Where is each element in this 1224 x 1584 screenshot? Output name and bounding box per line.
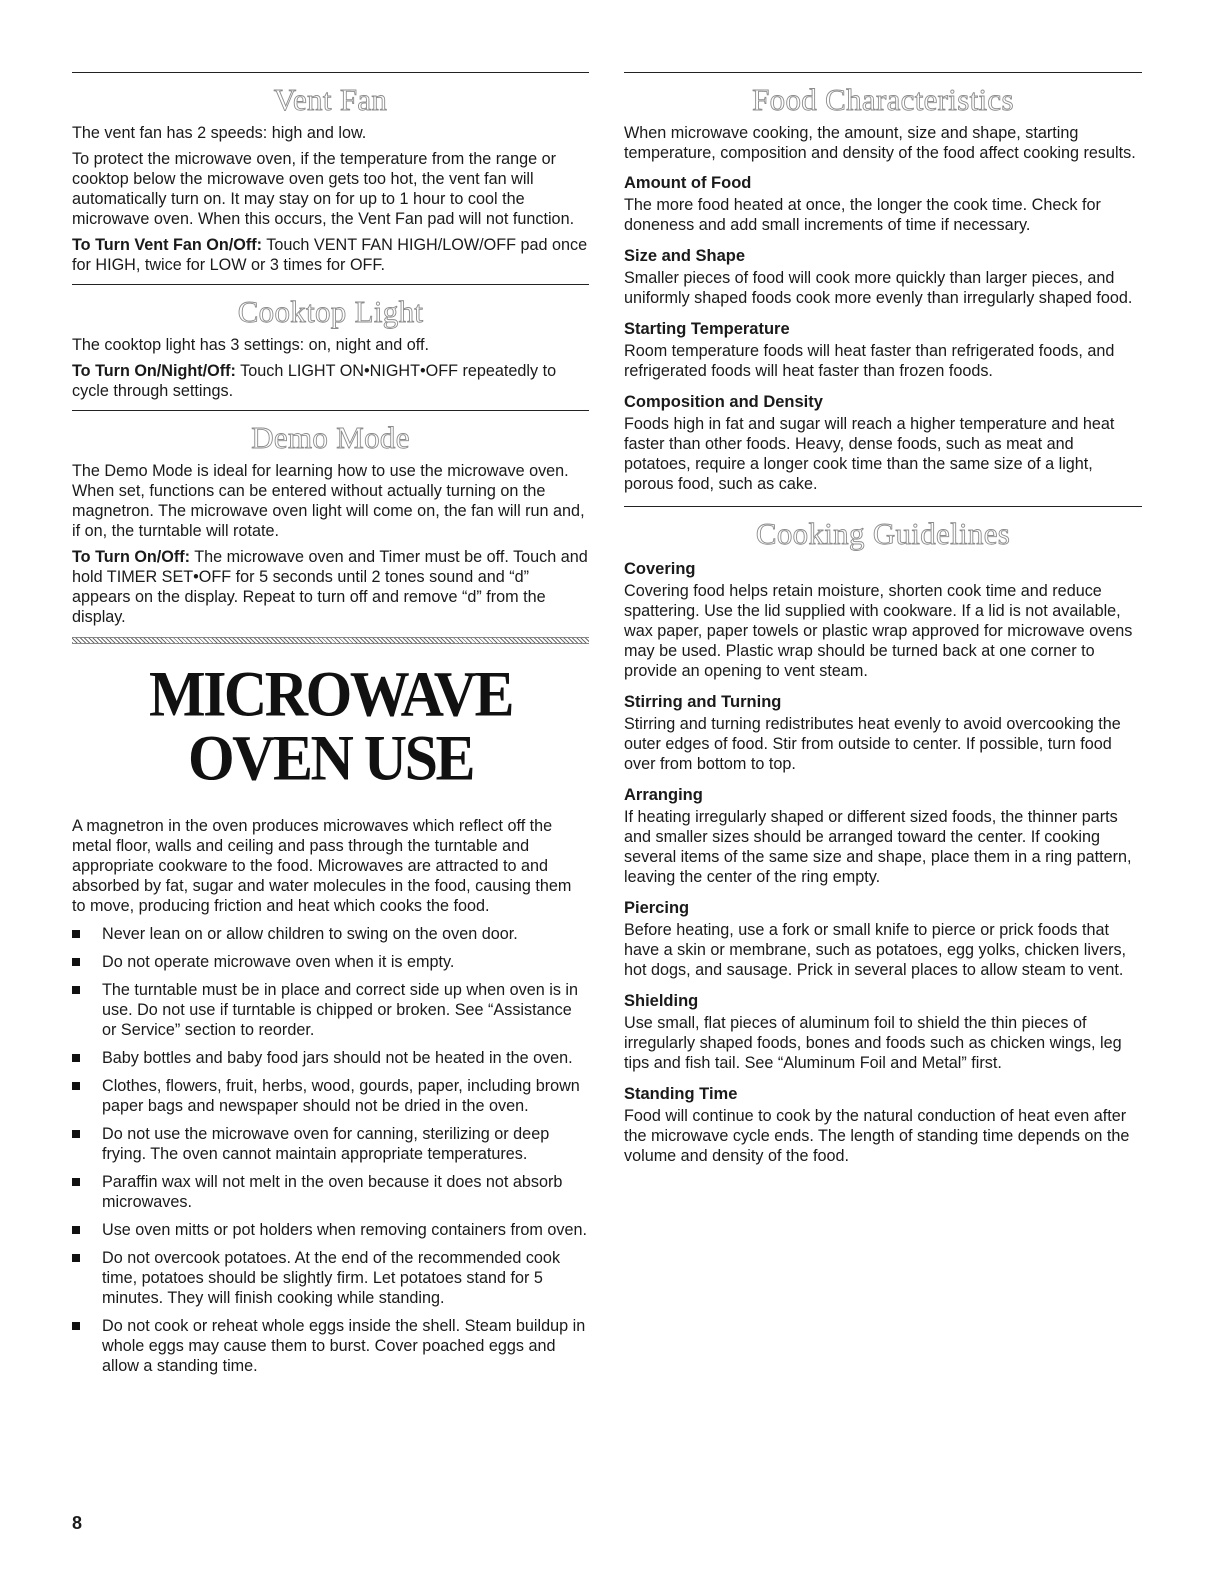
- cooking-guidelines-section: [624, 506, 1142, 1166]
- safety-bullet-item: [72, 1124, 589, 1164]
- cooking-guidelines-heading: Cooking Guidelines: [755, 516, 1011, 551]
- hatched-divider: [72, 637, 589, 644]
- cooking-guidelines-subsection-text: Use small, flat pieces of aluminum foil to shield the thin pieces of irregularly shaped foods, bones and foods such as chicken wings, leg tips and fish tail. See “Aluminum Foil and Metal” first.: [624, 1014, 1122, 1072]
- square-bullet-icon: [72, 986, 80, 994]
- food-characteristics-subsection-text: Foods high in fat and sugar will reach a higher temperature and heat faster than other foods. Heavy, dense foods, such as meat and potatoes, require a longer cook time than the same size of a light, porous food, such as cake.: [624, 415, 1115, 493]
- cooking-guidelines-subsection-text: Stirring and turning redistributes heat evenly to avoid overcooking the outer edges of food. Stir from outside to center. If possible, turn food over from bottom to top.: [624, 715, 1121, 773]
- vent-fan-instructions-text: Touch VENT FAN HIGH/LOW/OFF pad once for HIGH, twice for LOW or 3 times for OFF.: [72, 236, 588, 274]
- cooking-guidelines-subheading: Standing Time: [624, 1085, 738, 1103]
- food-characteristics-subheading: Size and Shape: [624, 247, 746, 265]
- demo-mode-instructions-text: The microwave oven and Timer must be off. Touch and hold TIMER SET•OFF for 5 seconds until 2 tones sound and “d” appears on the display. Repeat to turn off and remove “d” from the display.: [72, 548, 588, 626]
- square-bullet-icon: [72, 1226, 80, 1234]
- section-divider: [72, 72, 589, 73]
- cooking-guidelines-subsection-text: If heating irregularly shaped or different sized foods, the thinner parts and smaller sizes should be arranged toward the center. If cooking several items of the same size and shape, place them in a ring pattern, leaving the center of the ring empty.: [624, 808, 1132, 886]
- cooktop-light-instructions-label: To Turn On/Night/Off:: [72, 362, 236, 380]
- vent-fan-heading: Vent Fan: [273, 82, 388, 117]
- cooking-guidelines-subheading: Covering: [624, 560, 696, 578]
- safety-bullet-list: [72, 924, 589, 1376]
- food-characteristics-subheading: Starting Temperature: [624, 320, 790, 338]
- cooking-guidelines-subheading: Piercing: [624, 899, 690, 917]
- vent-fan-instructions-label: To Turn Vent Fan On/Off:: [72, 236, 263, 254]
- square-bullet-icon: [72, 1082, 80, 1090]
- section-divider: [624, 506, 1142, 507]
- safety-bullet-text: Do not cook or reheat whole eggs inside the shell. Steam buildup in whole eggs may cause them to burst. Cover poached eggs and allow a standing time.: [102, 1317, 586, 1375]
- microwave-oven-use-intro: A magnetron in the oven produces microwaves which reflect off the metal floor, walls and ceiling and pass through the turntable and appropriate cookware to the food. Microwaves are attracted to and absorbed by fat, sugar and water molecules in the food, causing them to move, producing friction and heat which cooks the food.: [72, 817, 572, 915]
- food-characteristics-subsections: [624, 173, 1142, 494]
- safety-bullet-item: [72, 1248, 589, 1308]
- safety-bullet-text: The turntable must be in place and correct side up when oven is in use. Do not use if turntable is chipped or broken. See “Assistance or Service” section to reorder.: [102, 981, 579, 1039]
- page-number: 8: [72, 1513, 83, 1533]
- food-characteristics-subsection-text: Room temperature foods will heat faster than refrigerated foods, and refrigerated foods will heat faster than frozen foods.: [624, 342, 1115, 380]
- food-characteristics-subsection-text: Smaller pieces of food will cook more quickly than larger pieces, and uniformly shaped foods cook more evenly than irregularly shaped food.: [624, 269, 1133, 307]
- cooktop-light-instructions-text: Touch LIGHT ON•NIGHT•OFF repeatedly to cycle through settings.: [72, 362, 557, 400]
- cooktop-light-heading: Cooktop Light: [237, 294, 424, 329]
- cooktop-light-section: [72, 284, 589, 401]
- square-bullet-icon: [72, 958, 80, 966]
- safety-bullet-text: Clothes, flowers, fruit, herbs, wood, gourds, paper, including brown paper bags and newspaper should not be dried in the oven.: [102, 1077, 580, 1115]
- safety-bullet-text: Use oven mitts or pot holders when removing containers from oven.: [102, 1221, 587, 1239]
- cooking-guidelines-subsections: [624, 559, 1142, 1166]
- square-bullet-icon: [72, 1130, 80, 1138]
- cooktop-light-instructions: [72, 361, 589, 401]
- food-characteristics-heading: Food Characteristics: [752, 82, 1014, 117]
- square-bullet-icon: [72, 930, 80, 938]
- food-characteristics-section: [624, 72, 1142, 494]
- cooking-guidelines-subheading: Stirring and Turning: [624, 693, 782, 711]
- section-divider: [624, 72, 1142, 73]
- cooking-guidelines-subsection-text: Covering food helps retain moisture, shorten cook time and reduce spattering. Use the lid supplied with cookware. If a lid is not available, wax paper, paper towels or plastic wrap approved for microwave ovens may be used. Plastic wrap should be turned back at one corner to provide an opening to vent steam.: [624, 582, 1133, 680]
- safety-bullet-item: [72, 924, 589, 944]
- demo-mode-section: [72, 410, 589, 627]
- demo-mode-instructions-label: To Turn On/Off:: [72, 548, 191, 566]
- vent-fan-protection-text: To protect the microwave oven, if the temperature from the range or cooktop below the microwave oven gets too hot, the vent fan will automatically turn on. It may stay on for up to 1 hour to cool the microwave oven. When this occurs, the Vent Fan pad will not function.: [72, 150, 575, 228]
- safety-bullet-text: Never lean on or allow children to swing on the oven door.: [102, 925, 518, 943]
- section-divider: [72, 410, 589, 411]
- vent-fan-section: [72, 72, 589, 275]
- safety-bullet-item: [72, 980, 589, 1040]
- demo-mode-heading: Demo Mode: [251, 420, 410, 455]
- food-characteristics-subheading: Composition and Density: [624, 393, 823, 411]
- safety-bullet-item: [72, 1076, 589, 1116]
- food-characteristics-subsection-text: The more food heated at once, the longer the cook time. Check for doneness and add small increments of time if necessary.: [624, 196, 1101, 234]
- safety-bullet-item: [72, 1172, 589, 1212]
- vent-fan-instructions: [72, 235, 589, 275]
- food-characteristics-intro: When microwave cooking, the amount, size and shape, starting temperature, composition and density of the food affect cooking results.: [624, 124, 1136, 162]
- square-bullet-icon: [72, 1322, 80, 1330]
- demo-mode-instructions: [72, 547, 589, 627]
- safety-bullet-text: Baby bottles and baby food jars should not be heated in the oven.: [102, 1049, 573, 1067]
- square-bullet-icon: [72, 1178, 80, 1186]
- safety-bullet-item: [72, 1048, 589, 1068]
- left-column: [72, 72, 589, 1384]
- right-column: [624, 72, 1142, 1166]
- cooking-guidelines-subheading: Arranging: [624, 786, 703, 804]
- section-divider: [72, 284, 589, 285]
- square-bullet-icon: [72, 1054, 80, 1062]
- safety-bullet-text: Paraffin wax will not melt in the oven because it does not absorb microwaves.: [102, 1173, 563, 1211]
- food-characteristics-subheading: Amount of Food: [624, 174, 752, 192]
- demo-mode-description: The Demo Mode is ideal for learning how to use the microwave oven. When set, functions can be entered without actually turning on the magnetron. The microwave oven light will come on, the fan will run and, if on, the turntable will rotate.: [72, 462, 585, 540]
- safety-bullet-text: Do not overcook potatoes. At the end of the recommended cook time, potatoes should be slightly firm. Let potatoes stand for 5 minutes. They will finish cooking while standing.: [102, 1249, 561, 1307]
- cooking-guidelines-subsection-text: Food will continue to cook by the natural conduction of heat even after the microwave cycle ends. The length of standing time depends on the volume and density of the food.: [624, 1107, 1130, 1165]
- microwave-oven-use-section: [72, 637, 589, 1376]
- cooktop-light-settings-text: The cooktop light has 3 settings: on, night and off.: [72, 336, 429, 354]
- vent-fan-speeds-text: The vent fan has 2 speeds: high and low.: [72, 124, 367, 142]
- cooking-guidelines-subheading: Shielding: [624, 992, 699, 1010]
- microwave-oven-use-heading: MICROWAVE OVEN USE: [148, 658, 513, 794]
- safety-bullet-text: Do not use the microwave oven for canning, sterilizing or deep frying. The oven cannot maintain appropriate temperatures.: [102, 1125, 550, 1163]
- safety-bullet-item: [72, 1220, 589, 1240]
- safety-bullet-text: Do not operate microwave oven when it is empty.: [102, 953, 455, 971]
- cooking-guidelines-subsection-text: Before heating, use a fork or small knife to pierce or prick foods that have a skin or membrane, such as potatoes, egg yolks, chicken livers, hot dogs, and sausage. Prick in several places to allow steam to vent.: [624, 921, 1127, 979]
- safety-bullet-item: [72, 952, 589, 972]
- safety-bullet-item: [72, 1316, 589, 1376]
- square-bullet-icon: [72, 1254, 80, 1262]
